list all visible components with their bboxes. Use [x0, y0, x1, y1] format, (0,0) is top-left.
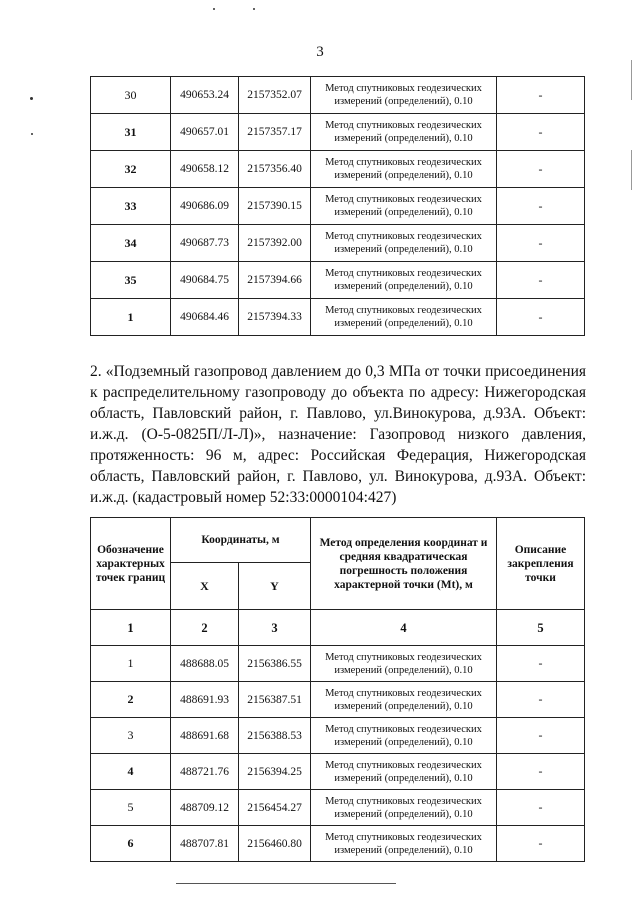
table-row: [91, 646, 585, 682]
y-coordinate-cell: 2157357.17: [239, 114, 311, 151]
method-cell: Метод спутниковых геодезических измерений (определений), 0.10: [311, 682, 497, 718]
fix-description-cell: -: [497, 754, 585, 790]
table-row: [91, 754, 585, 790]
y-coordinate-cell: 2156460.80: [239, 826, 311, 862]
table-row: [91, 790, 585, 826]
y-coordinate-cell: 2156386.55: [239, 646, 311, 682]
fix-description-cell: -: [497, 114, 585, 151]
fix-description-cell: -: [497, 77, 585, 114]
x-coordinate-cell: 488691.93: [171, 682, 239, 718]
page-number: 3: [316, 44, 324, 60]
point-id-cell: 33: [91, 188, 171, 225]
coordinates-table: [90, 517, 585, 862]
header-point-designation: Обозначение характерных точек границ: [91, 518, 171, 610]
y-coordinate-cell: 2157394.33: [239, 299, 311, 336]
header-x: X: [171, 563, 239, 610]
object-description-paragraph: 2. «Подземный газопровод давлением до 0,3 МПа от точки присоединения к распределительному газопроводу до объекта по адресу: Нижегородская область, Павловский район, г. Павлово, ул.Винокурова, д.93А. Объект: и.ж.д. (О-5-0825П/Л-Л)», назначение: Газопровод низкого давления, протяженность: 96 м, адрес: Российская Федерация, Нижегородская область, Павловский район, г. Павлово, ул. Винокурова, д.93А. Объект: и.ж.д. (кадастровый номер 52:33:0000104:427): [90, 363, 586, 506]
table-row: [91, 114, 585, 151]
x-coordinate-cell: 490657.01: [171, 114, 239, 151]
point-id-cell: 34: [91, 225, 171, 262]
coordinates-table-continued: [90, 76, 585, 336]
method-cell: Метод спутниковых геодезических измерений (определений), 0.10: [311, 225, 497, 262]
point-id-cell: 35: [91, 262, 171, 299]
scan-speck: [213, 8, 215, 10]
point-id-cell: 2: [91, 682, 171, 718]
y-coordinate-cell: 2157390.15: [239, 188, 311, 225]
fix-description-cell: -: [497, 299, 585, 336]
fix-description-cell: -: [497, 718, 585, 754]
table-row: [91, 151, 585, 188]
table-row: [91, 299, 585, 336]
point-id-cell: 4: [91, 754, 171, 790]
scan-speck: [30, 97, 33, 100]
point-id-cell: 30: [91, 77, 171, 114]
x-coordinate-cell: 490684.46: [171, 299, 239, 336]
y-coordinate-cell: 2156454.27: [239, 790, 311, 826]
method-cell: Метод спутниковых геодезических измерений (определений), 0.10: [311, 646, 497, 682]
header-coordinates: Координаты, м: [171, 518, 311, 563]
fix-description-cell: -: [497, 151, 585, 188]
footer-rule: [176, 883, 396, 886]
y-coordinate-cell: 2157392.00: [239, 225, 311, 262]
x-coordinate-cell: 490684.75: [171, 262, 239, 299]
fix-description-cell: -: [497, 826, 585, 862]
x-coordinate-cell: 488688.05: [171, 646, 239, 682]
x-coordinate-cell: 490687.73: [171, 225, 239, 262]
column-number-1: 1: [91, 610, 171, 646]
table-row: [91, 262, 585, 299]
method-cell: Метод спутниковых геодезических измерений (определений), 0.10: [311, 262, 497, 299]
x-coordinate-cell: 488707.81: [171, 826, 239, 862]
y-coordinate-cell: 2157352.07: [239, 77, 311, 114]
method-cell: Метод спутниковых геодезических измерений (определений), 0.10: [311, 790, 497, 826]
header-y: Y: [239, 563, 311, 610]
method-cell: Метод спутниковых геодезических измерений (определений), 0.10: [311, 754, 497, 790]
method-cell: Метод спутниковых геодезических измерений (определений), 0.10: [311, 718, 497, 754]
column-number-3: 3: [239, 610, 311, 646]
column-number-4: 4: [311, 610, 497, 646]
method-cell: Метод спутниковых геодезических измерений (определений), 0.10: [311, 77, 497, 114]
fix-description-cell: -: [497, 225, 585, 262]
y-coordinate-cell: 2156387.51: [239, 682, 311, 718]
column-number-2: 2: [171, 610, 239, 646]
point-id-cell: 32: [91, 151, 171, 188]
table-row: [91, 225, 585, 262]
x-coordinate-cell: 490658.12: [171, 151, 239, 188]
header-method: Метод определения координат и средняя квадратическая погрешность положения характерной точки (Mt), м: [311, 518, 497, 610]
table-row: [91, 188, 585, 225]
point-id-cell: 3: [91, 718, 171, 754]
y-coordinate-cell: 2156394.25: [239, 754, 311, 790]
fix-description-cell: -: [497, 188, 585, 225]
method-cell: Метод спутниковых геодезических измерений (определений), 0.10: [311, 826, 497, 862]
point-id-cell: 31: [91, 114, 171, 151]
scan-speck: [31, 133, 33, 135]
method-cell: Метод спутниковых геодезических измерений (определений), 0.10: [311, 299, 497, 336]
x-coordinate-cell: 488709.12: [171, 790, 239, 826]
method-cell: Метод спутниковых геодезических измерений (определений), 0.10: [311, 188, 497, 225]
point-id-cell: 1: [91, 646, 171, 682]
table-row: [91, 682, 585, 718]
fix-description-cell: -: [497, 262, 585, 299]
point-id-cell: 5: [91, 790, 171, 826]
x-coordinate-cell: 490653.24: [171, 77, 239, 114]
fix-description-cell: -: [497, 682, 585, 718]
x-coordinate-cell: 488691.68: [171, 718, 239, 754]
column-number-5: 5: [497, 610, 585, 646]
y-coordinate-cell: 2157394.66: [239, 262, 311, 299]
point-id-cell: 1: [91, 299, 171, 336]
fix-description-cell: -: [497, 646, 585, 682]
scan-edge-mark: [631, 60, 632, 100]
coordinates-table-body: [91, 646, 585, 862]
point-id-cell: 6: [91, 826, 171, 862]
table-row: [91, 718, 585, 754]
method-cell: Метод спутниковых геодезических измерений (определений), 0.10: [311, 151, 497, 188]
table-row: [91, 826, 585, 862]
table-row: [91, 77, 585, 114]
fix-description-cell: -: [497, 790, 585, 826]
y-coordinate-cell: 2157356.40: [239, 151, 311, 188]
method-cell: Метод спутниковых геодезических измерений (определений), 0.10: [311, 114, 497, 151]
coordinates-table-body: [91, 77, 585, 336]
header-fix-description: Описание закрепления точки: [497, 518, 585, 610]
x-coordinate-cell: 490686.09: [171, 188, 239, 225]
scan-speck: [253, 8, 255, 10]
x-coordinate-cell: 488721.76: [171, 754, 239, 790]
scan-edge-mark: [631, 150, 632, 190]
y-coordinate-cell: 2156388.53: [239, 718, 311, 754]
